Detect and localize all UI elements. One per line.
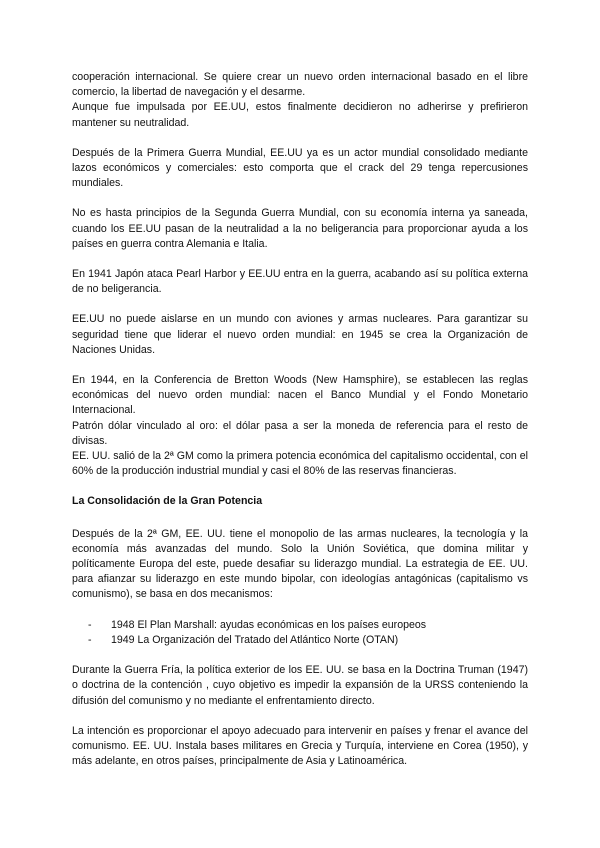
list-item-text: 1949 La Organización del Tratado del Atlántico Norte (OTAN) [111,633,399,646]
second-war-paragraph: No es hasta principios de la Segunda Guerra Mundial, con su economía interna ya saneada, cuando los EE.UU pasan de la neutralidad a la no beligerancia para proporcionar ayuda a los países en guerra contra Alemania e Italia. [72,207,528,250]
intro-line: Aunque fue impulsada por EE.UU, estos finalmente decidieron no adherirse y prefirieron mantener su neutralidad. [72,101,528,129]
bretton-line: En 1944, en la Conferencia de Bretton Woods (New Hamsphire), se establecen las reglas económicas del nuevo orden mundial: nacen el Banco Mundial y el Fondo Monetario Internacional. [72,374,528,417]
section-heading: La Consolidación de la Gran Potencia [72,495,263,508]
pearl-harbor-paragraph: En 1941 Japón ataca Pearl Harbor y EE.UU entra en la guerra, acabando así su política externa de no beligerancia. [72,268,528,296]
dash-bullet: - [88,633,92,646]
intro-paragraph [72,70,528,131]
bretton-line: EE. UU. salió de la 2ª GM como la primera potencia económica del capitalismo occidental, con el 60% de la producción industrial mundial y casi el 80% de las reservas financieras. [72,450,528,478]
list-item [72,633,528,648]
cold-war-paragraph: Durante la Guerra Fría, la política exterior de los EE. UU. se basa en la Doctrina Truman (1947) o doctrina de la contención , cuyo objetivo es impedir la expansión de la URSS conteniendo la difusión del comunismo y no mediante el enfrentamiento directo. [72,664,528,707]
list-item-text: 1948 El Plan Marshall: ayudas económicas en los países europeos [111,618,427,631]
united-nations-paragraph: EE.UU no puede aislarse en un mundo con aviones y armas nucleares. Para garantizar su seguridad tiene que liderar el nuevo orden mundial: en 1945 se crea la Organización de Naciones Unidas. [72,313,528,356]
list-item [72,618,528,633]
first-war-paragraph: Después de la Primera Guerra Mundial, EE.UU ya es un actor mundial consolidado mediante lazos económicos y comerciales: esto comporta que el crack del 29 tenga repercusiones mundiales. [72,146,528,190]
bretton-woods-paragraph [72,373,528,479]
bretton-line: Patrón dólar vinculado al oro: el dólar pasa a ser la moneda de referencia para el resto de divisas. [72,419,528,447]
intro-line: cooperación internacional. Se quiere crear un nuevo orden internacional basado en el libre comercio, la libertad de navegación y el desarme. [72,71,528,99]
monopoly-paragraph: Después de la 2ª GM, EE. UU. tiene el monopolio de las armas nucleares, la tecnología y la economía más avanzadas del mundo. Solo la Unión Soviética, que domina militar y políticamente Europa del este, puede desafiar su liderazgo mundial. La estrategia de EE. UU. para afianzar su liderazgo en este mundo bipolar, con ideologías antagónicas (capitalismo vs comunismo), se basa en dos mecanismos: [72,527,528,601]
dash-bullet: - [88,618,92,631]
intention-paragraph: La intención es proporcionar el apoyo adecuado para intervenir en países y frenar el avance del comunismo. EE. UU. Instala bases militares en Grecia y Turquía, interviene en Corea (1950), y más adelante, en otros países, principalmente de Asia y Latinoamérica. [72,724,528,768]
mechanisms-list [72,618,528,648]
document-page [72,70,528,784]
